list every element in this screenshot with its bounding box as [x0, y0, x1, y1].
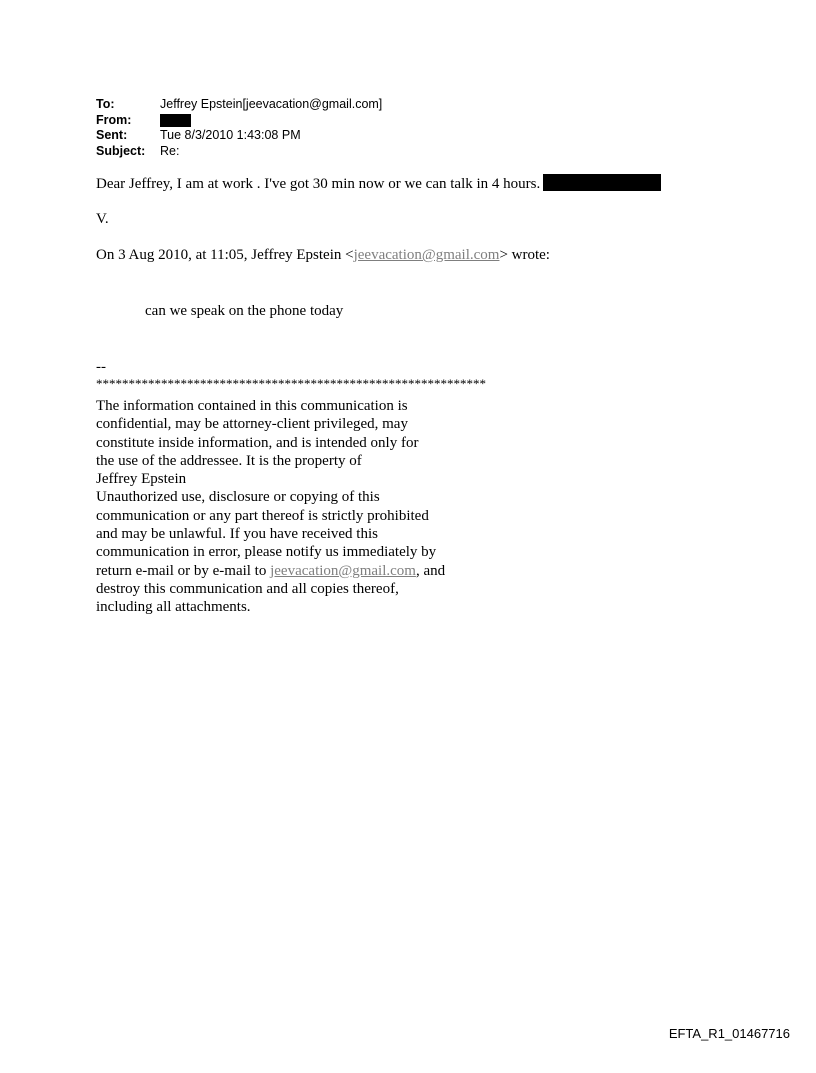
disclaimer-line: confidential, may be attorney-client privileged, may — [96, 416, 408, 433]
asterisk-divider: ************************************************************ — [96, 376, 486, 391]
to-value: Jeffrey Epstein[jeevacation@gmail.com] — [160, 97, 383, 111]
greeting-text: Dear Jeffrey, I am at work . I've got 30 min now or we can talk in 4 hours. — [96, 176, 541, 192]
quote-intro-email-link[interactable]: jeevacation@gmail.com — [353, 247, 500, 263]
disclaimer-line: the use of the addressee. It is the property of — [96, 452, 362, 469]
disclaimer-line: Unauthorized use, disclosure or copying of this — [96, 489, 380, 506]
disclaimer-email-link[interactable]: jeevacation@gmail.com — [270, 562, 416, 579]
subject-value: Re: — [160, 143, 180, 158]
disclaimer-line: The information contained in this communication is — [96, 398, 408, 414]
disclaimer-line: and may be unlawful. If you have received this — [96, 526, 378, 543]
return-line-prefix: return e-mail or by e-mail to — [96, 562, 271, 579]
disclaimer-line: Jeffrey Epstein — [96, 471, 187, 488]
email-header — [96, 97, 382, 159]
body-redaction — [543, 174, 661, 191]
subject-label: Subject: — [96, 143, 146, 158]
disclaimer-line: communication or any part thereof is strictly prohibited — [96, 507, 429, 524]
disclaimer-line: communication in error, please notify us immediately by — [96, 544, 437, 561]
disclaimer-line: constitute inside information, and is intended only for — [96, 434, 419, 451]
quote-intro — [96, 247, 550, 264]
return-line-suffix: , and — [415, 562, 446, 579]
quote-intro-prefix: On 3 Aug 2010, at 11:05, Jeffrey Epstein < — [96, 247, 354, 263]
to-row — [96, 97, 382, 113]
sent-value: Tue 8/3/2010 1:43:08 PM — [160, 128, 301, 142]
disclaimer-return-line — [96, 562, 445, 580]
sent-label: Sent: — [96, 128, 128, 142]
from-label: From: — [96, 112, 132, 127]
signoff: V. — [96, 211, 109, 227]
confidentiality-disclaimer — [96, 397, 445, 617]
document-id: EFTA_R1_01467716 — [668, 1026, 790, 1041]
disclaimer-line: destroy this communication and all copies thereof, — [96, 580, 399, 597]
separator: -- — [96, 359, 106, 375]
disclaimer-line: including all attachments. — [96, 599, 251, 616]
greeting-line — [96, 174, 661, 193]
to-label: To: — [96, 97, 115, 111]
quoted-message: can we speak on the phone today — [145, 303, 344, 319]
from-row — [96, 113, 382, 129]
subject-row — [96, 144, 382, 160]
sent-row — [96, 128, 382, 144]
quote-intro-suffix: > wrote: — [499, 247, 550, 263]
from-redaction — [160, 114, 191, 127]
